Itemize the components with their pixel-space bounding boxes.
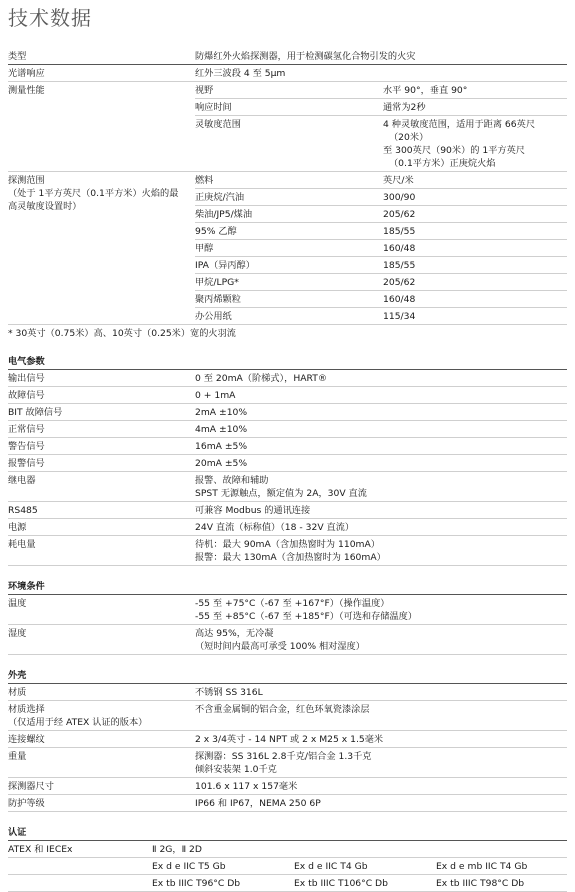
spec-value [195,404,567,420]
fuel-range: 300/90 [383,192,416,203]
spec-label-line: 连接螺纹 [8,734,45,745]
spec-value [195,502,567,518]
perf-key: 视野 [195,85,214,96]
table-row [195,291,567,308]
spec-label-line: 湿度 [8,628,27,639]
spec-label [8,404,195,420]
spec-value-line: 可兼容 Modbus 的通讯连接 [195,505,311,516]
spec-value [195,438,567,454]
range-label-line: （处于 1平方英尺（0.1平方米）火焰的最 [8,188,179,199]
spec-value-line: 0 至 20mA（阶梯式），HART® [195,373,328,384]
spec-value [195,387,567,403]
spec-label-line: BIT 故障信号 [8,407,63,418]
perf-value-line: （0.1平方米）正庚烷火焰 [389,158,496,169]
fuel-name: 办公用纸 [195,311,232,322]
spec-value-line: -55 至 +75°C（-67 至 +167°F）（操作温度） [195,598,390,609]
fuel-name: 聚丙烯颗粒 [195,294,241,305]
spec-label [8,595,195,624]
spec-value-line: 16mA ±5% [195,441,248,452]
fuel-range: 205/62 [383,209,416,220]
fuel-range: 160/48 [383,294,416,305]
cert-grid-spacer [8,858,152,874]
spec-value-line: -55 至 +85°C（-67 至 +185°F）（可选和存储温度） [195,611,418,622]
spec-value [195,519,567,535]
spec-label [8,684,195,700]
spec-value-line: 101.6 x 117 x 157毫米 [195,781,298,792]
spec-value [195,795,567,811]
spec-label-line: 材质选择 [8,704,45,715]
spec-value-line: 20mA ±5% [195,458,248,469]
spec-row [8,684,567,701]
fuel-name: 柴油/JP5/煤油 [195,209,253,220]
perf-value [383,116,567,171]
spec-row [8,438,567,455]
spec-label [8,472,195,501]
spec-value [195,472,567,501]
spec-row [8,701,567,731]
spec-value [195,731,567,747]
spec-value-line: 报警、故障和辅助 [195,475,269,486]
table-row [195,172,567,189]
spec-value [195,748,567,777]
table-row [195,189,567,206]
fuel-range: 205/62 [383,277,416,288]
spec-label-line: 耗电量 [8,539,36,550]
spec-value-line: 不含重金属铜的铝合金，红色环氧瓷漆涂层 [195,704,370,715]
spec-label [8,502,195,518]
footnote: * 30英寸（0.75米）高、10英寸（0.25米）宽的火羽流 [8,328,236,339]
spec-row-spectral [8,65,567,82]
spec-value-line: 待机：最大 90mA（含加热窗时为 110mA） [195,539,380,550]
perf-value-line: 4 种灵敏度范围，适用于距离 66英尺 [383,119,536,130]
perf-value-line: （20米） [389,132,429,143]
spec-label-line: RS485 [8,505,38,516]
spec-value: 红外三波段 4 至 5μm [195,68,286,79]
perf-value: 水平 90°，垂直 90° [383,85,468,96]
range-table [195,172,567,324]
spec-label-line: 继电器 [8,475,36,486]
spec-value-line: 0 + 1mA [195,390,236,401]
spec-value: 防爆红外火焰探测器，用于检测碳氢化合物引发的火灾 [195,51,416,62]
section-heading-enclosure: 外壳 [8,667,567,684]
cert-marking: Ex tb IIIC T98°C Db [436,878,525,889]
enclosure-table [8,684,567,812]
fuel-name: 95% 乙醇 [195,226,237,237]
spec-value [195,536,567,565]
perf-key: 响应时间 [195,102,232,113]
cert-marking: Ex d e IIC T4 Gb [294,861,368,872]
fuel-name: 甲醇 [195,243,214,254]
fuel-name: 甲烷/LPG* [195,277,239,288]
spec-value [195,625,567,654]
fuel-range: 185/55 [383,260,416,271]
spec-value [195,421,567,437]
spec-value-line: 倾斜安装架 1.0千克 [195,764,277,775]
spec-value-line: 报警：最大 130mA（含加热窗时为 160mA） [195,552,386,563]
perf-value: 通常为2秒 [383,102,426,113]
spec-value [195,370,567,386]
cert-grid-spacer [8,875,152,891]
range-label-line: 探测范围 [8,175,45,186]
section-heading-certification: 认证 [8,824,567,841]
table-row [195,206,567,223]
spec-value-line: SPST 无源触点，额定值为 2A，30V 直流 [195,488,367,499]
cert-value: Ⅱ 2G，Ⅱ 2D [152,844,202,855]
section-heading-environment: 环境条件 [8,578,567,595]
spec-label [8,748,195,777]
spec-value-line: 2mA ±10% [195,407,248,418]
page-title: 技术数据 [8,6,92,30]
cert-label: ATEX 和 IECEx [8,844,73,855]
table-row [195,308,567,324]
spec-label: 类型 [8,51,27,62]
spec-value-line: IP66 和 IP67，NEMA 250 6P [195,798,321,809]
spec-value-line: 24V 直流（标称值）（18 - 32V 直流） [195,522,355,533]
spec-row [8,795,567,812]
spec-row [8,455,567,472]
spec-row [8,519,567,536]
spec-label: 测量性能 [8,85,45,96]
spec-row [8,421,567,438]
spec-label [8,438,195,454]
spec-label-line: 防护等级 [8,798,45,809]
spec-row [8,595,567,625]
spec-row [8,404,567,421]
spec-row [8,625,567,655]
spec-label-line: 电源 [8,522,27,533]
spec-row [8,731,567,748]
fuel-range: 160/48 [383,243,416,254]
spec-row-range [8,172,567,325]
spec-label [8,519,195,535]
spec-value [195,595,567,624]
spec-label [8,536,195,565]
spec-row [8,778,567,795]
cert-row [8,841,567,858]
spec-label-line: 报警信号 [8,458,45,469]
spec-row-type [8,48,567,65]
spec-row [8,387,567,404]
spec-label-line: 警告信号 [8,441,45,452]
table-row [195,82,567,99]
spec-row [8,370,567,387]
cert-marking: Ex d e mb IIC T4 Gb [436,861,528,872]
spec-label [8,370,195,386]
cert-grid-row [8,875,567,892]
spec-label-line: 探测器尺寸 [8,781,54,792]
spec-label-line: 材质 [8,687,27,698]
spec-label [8,625,195,654]
cert-grid [8,858,567,892]
spec-label-line: 输出信号 [8,373,45,384]
spec-value [195,684,567,700]
spec-row [8,502,567,519]
performance-table [195,82,567,171]
spec-value [195,455,567,471]
spec-label [8,455,195,471]
fuel-name: IPA（异丙醇） [195,260,255,271]
spec-value-line: 探测器：SS 316L 2.8千克/铝合金 1.3千克 [195,751,372,762]
spec-label [8,778,195,794]
spec-value [195,701,567,730]
spec-label [8,172,195,324]
spec-row-performance [8,82,567,172]
section-heading-electrical: 电气参数 [8,353,567,370]
spec-row [8,536,567,566]
fuel-range: 185/55 [383,226,416,237]
table-row [195,257,567,274]
spec-label [8,701,195,730]
fuel-name: 正庚烷/汽油 [195,192,245,203]
spec-label [8,795,195,811]
table-row [195,240,567,257]
spec-label-line: （仅适用于经 ATEX 认证的版本） [8,717,148,728]
perf-key: 灵敏度范围 [195,119,241,130]
cert-grid-row [8,858,567,875]
spec-label: 光谱响应 [8,68,45,79]
range-label-line: 高灵敏度设置时） [8,201,82,212]
perf-value-line: 至 300英尺（90米）的 1平方英尺 [383,145,525,156]
cert-marking: Ex tb IIIC T96°C Db [152,878,241,889]
spec-label-line: 温度 [8,598,27,609]
table-row [195,116,567,171]
environment-table [8,595,567,655]
table-row [195,274,567,291]
spec-value [195,778,567,794]
spec-value-line: 2 x 3/4英寸 - 14 NPT 或 2 x M25 x 1.5毫米 [195,734,384,745]
spec-label [8,387,195,403]
spec-row [8,472,567,502]
spec-label-line: 重量 [8,751,27,762]
spec-row [8,748,567,778]
cert-marking: Ex d e IIC T5 Gb [152,861,226,872]
spec-label [8,731,195,747]
table-row [195,223,567,240]
fuel-range: 115/34 [383,311,416,322]
cert-marking: Ex tb IIIC T106°C Db [294,878,388,889]
spec-value-line: 不锈钢 SS 316L [195,687,263,698]
fuel-range: 英尺/米 [383,175,414,186]
spec-label [8,421,195,437]
spec-value-line: （短时间内最高可承受 100% 相对湿度） [195,641,365,652]
spec-label-line: 正常信号 [8,424,45,435]
spec-label-line: 故障信号 [8,390,45,401]
table-row [195,99,567,116]
spec-value-line: 高达 95%，无冷凝 [195,628,274,639]
electrical-table [8,370,567,566]
spec-sheet [8,48,567,892]
fuel-name: 燃料 [195,175,214,186]
spec-value-line: 4mA ±10% [195,424,248,435]
